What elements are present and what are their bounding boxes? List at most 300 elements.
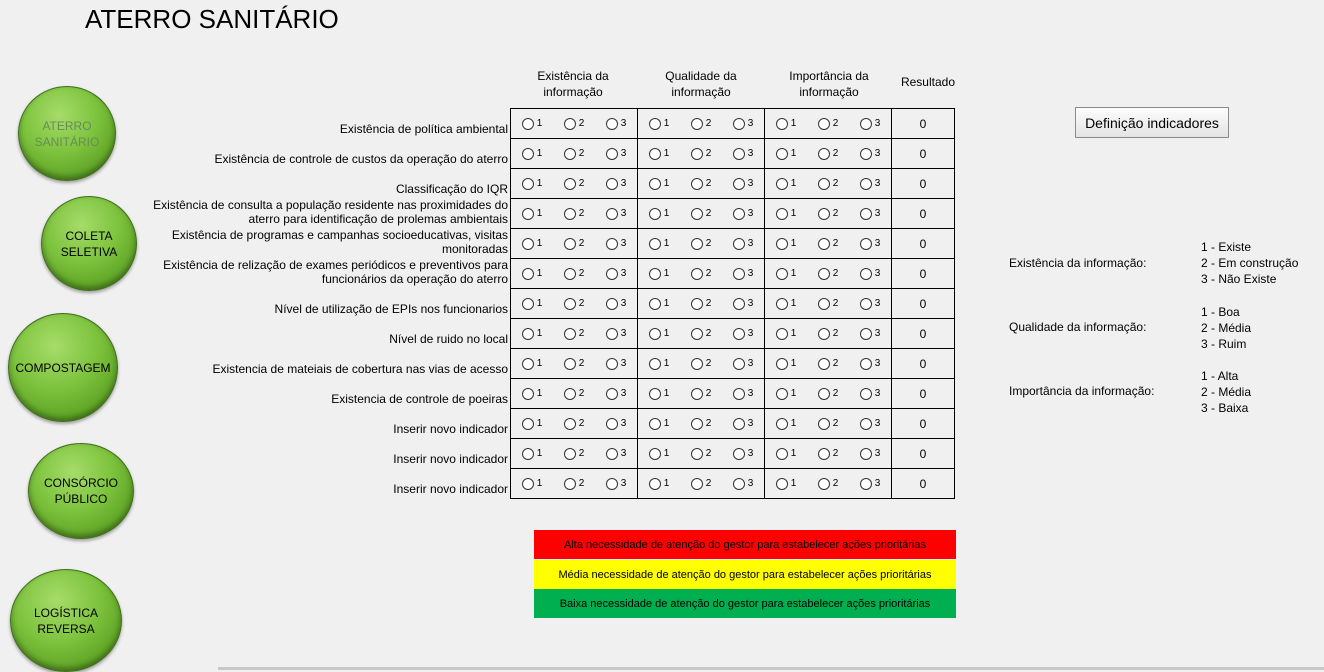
radio-option[interactable] xyxy=(818,268,839,280)
table-row xyxy=(511,349,955,379)
radio-circle-icon[interactable] xyxy=(522,208,534,220)
radio-option[interactable] xyxy=(818,118,839,130)
table-row xyxy=(511,469,955,499)
radio-circle-icon[interactable] xyxy=(649,178,661,190)
radio-circle-icon[interactable] xyxy=(733,448,745,460)
radio-option[interactable] xyxy=(776,148,797,160)
radio-option[interactable] xyxy=(818,328,839,340)
radio-option[interactable] xyxy=(564,148,585,160)
radio-option[interactable] xyxy=(649,478,670,490)
radio-option[interactable] xyxy=(691,298,712,310)
radio-option[interactable] xyxy=(564,118,585,130)
radio-circle-icon[interactable] xyxy=(776,388,788,400)
radio-circle-icon[interactable] xyxy=(564,478,576,490)
radio-circle-icon[interactable] xyxy=(776,448,788,460)
radio-option[interactable] xyxy=(522,238,543,250)
radio-circle-icon[interactable] xyxy=(564,388,576,400)
radio-option[interactable] xyxy=(776,478,797,490)
radio-circle-icon[interactable] xyxy=(818,448,830,460)
radio-option[interactable] xyxy=(733,328,754,340)
radio-group-qualidade xyxy=(638,109,765,139)
radio-circle-icon[interactable] xyxy=(860,418,872,430)
radio-circle-icon[interactable] xyxy=(649,268,661,280)
radio-option[interactable] xyxy=(649,268,670,280)
radio-option[interactable] xyxy=(860,298,881,310)
radio-circle-icon[interactable] xyxy=(733,238,745,250)
radio-option[interactable] xyxy=(522,208,543,220)
radio-option[interactable] xyxy=(564,178,585,190)
radio-label: 2 xyxy=(705,448,712,459)
radio-option[interactable] xyxy=(522,118,543,130)
radio-circle-icon[interactable] xyxy=(606,208,618,220)
radio-option[interactable] xyxy=(818,178,839,190)
radio-group-importancia xyxy=(765,469,892,499)
header-existencia: Existência da informação xyxy=(537,69,609,99)
radio-label: 3 xyxy=(620,418,627,429)
radio-label: 2 xyxy=(705,388,712,399)
legend-qualidade-label: Qualidade da informação: xyxy=(1009,320,1147,334)
radio-option[interactable] xyxy=(564,478,585,490)
radio-label: 2 xyxy=(705,358,712,369)
indicator-label: Existência de consulta a população residente nas proximidades do aterro para identificação de prolemas ambientais xyxy=(153,198,508,226)
radio-option[interactable] xyxy=(606,118,627,130)
nav-consorcio-publico-button[interactable] xyxy=(28,443,134,539)
radio-option[interactable] xyxy=(818,208,839,220)
radio-option[interactable] xyxy=(564,268,585,280)
radio-circle-icon[interactable] xyxy=(649,118,661,130)
nav-label: ATERRO xyxy=(42,118,92,133)
radio-label: 1 xyxy=(663,298,670,309)
indicator-label: Inserir novo indicador xyxy=(393,422,508,436)
definicao-indicadores-button[interactable]: Definição indicadores xyxy=(1075,107,1229,138)
radio-circle-icon[interactable] xyxy=(860,328,872,340)
nav-compostagem-button[interactable] xyxy=(8,313,118,422)
radio-circle-icon[interactable] xyxy=(522,328,534,340)
radio-option[interactable] xyxy=(691,418,712,430)
radio-option[interactable] xyxy=(776,208,797,220)
radio-option[interactable] xyxy=(522,298,543,310)
radio-circle-icon[interactable] xyxy=(649,298,661,310)
radio-circle-icon[interactable] xyxy=(522,118,534,130)
radio-circle-icon[interactable] xyxy=(733,118,745,130)
radio-circle-icon[interactable] xyxy=(564,238,576,250)
radio-option[interactable] xyxy=(606,388,627,400)
radio-circle-icon[interactable] xyxy=(818,178,830,190)
radio-option[interactable] xyxy=(522,358,543,370)
radio-option[interactable] xyxy=(733,388,754,400)
radio-option[interactable] xyxy=(776,238,797,250)
radio-option[interactable] xyxy=(691,148,712,160)
radio-circle-icon[interactable] xyxy=(860,358,872,370)
radio-option[interactable] xyxy=(860,358,881,370)
radio-group-qualidade xyxy=(638,139,765,169)
radio-circle-icon[interactable] xyxy=(691,328,703,340)
radio-circle-icon[interactable] xyxy=(606,268,618,280)
radio-option[interactable] xyxy=(691,388,712,400)
legend-importancia-label: Importância da informação: xyxy=(1009,384,1155,398)
radio-option[interactable] xyxy=(860,268,881,280)
radio-option[interactable] xyxy=(818,238,839,250)
radio-option[interactable] xyxy=(733,298,754,310)
radio-circle-icon[interactable] xyxy=(649,478,661,490)
radio-circle-icon[interactable] xyxy=(733,208,745,220)
radio-option[interactable] xyxy=(606,298,627,310)
radio-group-qualidade xyxy=(638,259,765,289)
radio-option[interactable] xyxy=(733,418,754,430)
radio-option[interactable] xyxy=(733,268,754,280)
radio-option[interactable] xyxy=(522,388,543,400)
radio-circle-icon[interactable] xyxy=(606,448,618,460)
radio-circle-icon[interactable] xyxy=(776,478,788,490)
page-title: ATERRO SANITÁRIO xyxy=(85,4,339,34)
radio-option[interactable] xyxy=(691,178,712,190)
radio-circle-icon[interactable] xyxy=(522,148,534,160)
radio-circle-icon[interactable] xyxy=(649,358,661,370)
radio-group-existencia xyxy=(511,109,638,139)
radio-option[interactable] xyxy=(733,478,754,490)
radio-circle-icon[interactable] xyxy=(606,298,618,310)
radio-circle-icon[interactable] xyxy=(860,388,872,400)
radio-circle-icon[interactable] xyxy=(564,328,576,340)
radio-option[interactable] xyxy=(649,118,670,130)
radio-group-qualidade xyxy=(638,349,765,379)
radio-circle-icon[interactable] xyxy=(691,118,703,130)
radio-circle-icon[interactable] xyxy=(733,328,745,340)
radio-circle-icon[interactable] xyxy=(733,388,745,400)
radio-circle-icon[interactable] xyxy=(818,148,830,160)
nav-label: REVERSA xyxy=(37,621,95,636)
radio-option[interactable] xyxy=(564,448,585,460)
radio-circle-icon[interactable] xyxy=(522,298,534,310)
radio-circle-icon[interactable] xyxy=(860,148,872,160)
radio-option[interactable] xyxy=(564,328,585,340)
radio-group-qualidade xyxy=(638,229,765,259)
radio-label: 1 xyxy=(790,238,797,249)
radio-circle-icon[interactable] xyxy=(522,478,534,490)
radio-circle-icon[interactable] xyxy=(733,478,745,490)
radio-option[interactable] xyxy=(691,118,712,130)
radio-option[interactable] xyxy=(522,448,543,460)
radio-circle-icon[interactable] xyxy=(522,238,534,250)
radio-circle-icon[interactable] xyxy=(776,358,788,370)
radio-option[interactable] xyxy=(649,388,670,400)
radio-option[interactable] xyxy=(776,118,797,130)
radio-circle-icon[interactable] xyxy=(818,388,830,400)
radio-option[interactable] xyxy=(649,358,670,370)
radio-circle-icon[interactable] xyxy=(860,478,872,490)
radio-label: 2 xyxy=(832,268,839,279)
radio-option[interactable] xyxy=(733,358,754,370)
radio-option[interactable] xyxy=(691,358,712,370)
radio-circle-icon[interactable] xyxy=(776,118,788,130)
radio-option[interactable] xyxy=(522,328,543,340)
nav-coleta-seletiva-button[interactable] xyxy=(41,196,137,291)
radio-label: 2 xyxy=(832,448,839,459)
radio-option[interactable] xyxy=(818,418,839,430)
result-cell: 0 xyxy=(892,349,955,379)
radio-circle-icon[interactable] xyxy=(691,238,703,250)
radio-circle-icon[interactable] xyxy=(776,208,788,220)
radio-circle-icon[interactable] xyxy=(733,358,745,370)
radio-circle-icon[interactable] xyxy=(691,448,703,460)
radio-option[interactable] xyxy=(818,298,839,310)
radio-label: 3 xyxy=(747,328,754,339)
radio-option[interactable] xyxy=(606,448,627,460)
radio-circle-icon[interactable] xyxy=(691,478,703,490)
radio-option[interactable] xyxy=(564,418,585,430)
radio-option[interactable] xyxy=(649,208,670,220)
result-cell: 0 xyxy=(892,439,955,469)
radio-option[interactable] xyxy=(691,268,712,280)
radio-circle-icon[interactable] xyxy=(522,358,534,370)
radio-circle-icon[interactable] xyxy=(606,178,618,190)
radio-option[interactable] xyxy=(860,178,881,190)
radio-option[interactable] xyxy=(606,478,627,490)
radio-circle-icon[interactable] xyxy=(776,148,788,160)
result-cell: 0 xyxy=(892,139,955,169)
radio-option[interactable] xyxy=(733,178,754,190)
radio-option[interactable] xyxy=(860,448,881,460)
radio-option[interactable] xyxy=(522,268,543,280)
radio-option[interactable] xyxy=(776,448,797,460)
radio-circle-icon[interactable] xyxy=(649,328,661,340)
radio-group-qualidade xyxy=(638,379,765,409)
radio-circle-icon[interactable] xyxy=(818,328,830,340)
radio-circle-icon[interactable] xyxy=(564,118,576,130)
radio-option[interactable] xyxy=(776,358,797,370)
radio-label: 2 xyxy=(578,268,585,279)
radio-circle-icon[interactable] xyxy=(691,148,703,160)
radio-option[interactable] xyxy=(606,208,627,220)
radio-circle-icon[interactable] xyxy=(606,388,618,400)
radio-option[interactable] xyxy=(818,358,839,370)
radio-circle-icon[interactable] xyxy=(691,208,703,220)
radio-circle-icon[interactable] xyxy=(564,448,576,460)
radio-circle-icon[interactable] xyxy=(564,298,576,310)
radio-option[interactable] xyxy=(818,148,839,160)
radio-group-importancia xyxy=(765,139,892,169)
radio-option[interactable] xyxy=(606,268,627,280)
radio-circle-icon[interactable] xyxy=(776,298,788,310)
radio-option[interactable] xyxy=(564,208,585,220)
radio-option[interactable] xyxy=(564,298,585,310)
radio-circle-icon[interactable] xyxy=(818,478,830,490)
radio-circle-icon[interactable] xyxy=(860,208,872,220)
radio-option[interactable] xyxy=(860,418,881,430)
radio-circle-icon[interactable] xyxy=(860,118,872,130)
radio-option[interactable] xyxy=(818,388,839,400)
radio-circle-icon[interactable] xyxy=(649,418,661,430)
radio-option[interactable] xyxy=(860,208,881,220)
radio-circle-icon[interactable] xyxy=(818,298,830,310)
radio-group-existencia xyxy=(511,199,638,229)
radio-option[interactable] xyxy=(606,238,627,250)
radio-circle-icon[interactable] xyxy=(649,388,661,400)
radio-circle-icon[interactable] xyxy=(522,268,534,280)
radio-circle-icon[interactable] xyxy=(564,358,576,370)
table-row xyxy=(511,109,955,139)
radio-circle-icon[interactable] xyxy=(649,208,661,220)
radio-label: 3 xyxy=(747,388,754,399)
radio-option[interactable] xyxy=(776,328,797,340)
radio-option[interactable] xyxy=(522,478,543,490)
radio-option[interactable] xyxy=(649,328,670,340)
radio-option[interactable] xyxy=(733,118,754,130)
radio-circle-icon[interactable] xyxy=(522,388,534,400)
radio-label: 3 xyxy=(620,118,627,129)
radio-option[interactable] xyxy=(691,448,712,460)
radio-option[interactable] xyxy=(776,388,797,400)
radio-circle-icon[interactable] xyxy=(776,178,788,190)
radio-circle-icon[interactable] xyxy=(522,418,534,430)
radio-option[interactable] xyxy=(776,178,797,190)
indicator-label: Inserir novo indicador xyxy=(393,452,508,466)
radio-circle-icon[interactable] xyxy=(860,178,872,190)
radio-option[interactable] xyxy=(860,388,881,400)
radio-circle-icon[interactable] xyxy=(564,268,576,280)
radio-label: 3 xyxy=(874,118,881,129)
radio-option[interactable] xyxy=(776,418,797,430)
radio-option[interactable] xyxy=(691,208,712,220)
radio-option[interactable] xyxy=(606,328,627,340)
radio-circle-icon[interactable] xyxy=(818,118,830,130)
radio-circle-icon[interactable] xyxy=(860,238,872,250)
radio-circle-icon[interactable] xyxy=(691,178,703,190)
radio-circle-icon[interactable] xyxy=(691,358,703,370)
radio-circle-icon[interactable] xyxy=(606,418,618,430)
radio-option[interactable] xyxy=(564,238,585,250)
radio-circle-icon[interactable] xyxy=(860,268,872,280)
radio-circle-icon[interactable] xyxy=(860,448,872,460)
radio-circle-icon[interactable] xyxy=(776,328,788,340)
radio-circle-icon[interactable] xyxy=(606,478,618,490)
radio-label: 1 xyxy=(663,148,670,159)
radio-label: 1 xyxy=(663,178,670,189)
radio-option[interactable] xyxy=(733,208,754,220)
radio-option[interactable] xyxy=(606,148,627,160)
nav-aterro-sanitario-button[interactable] xyxy=(18,86,116,181)
radio-circle-icon[interactable] xyxy=(776,238,788,250)
radio-option[interactable] xyxy=(606,358,627,370)
radio-circle-icon[interactable] xyxy=(733,268,745,280)
radio-circle-icon[interactable] xyxy=(733,298,745,310)
radio-circle-icon[interactable] xyxy=(691,388,703,400)
radio-option[interactable] xyxy=(649,238,670,250)
radio-label: 1 xyxy=(790,148,797,159)
radio-circle-icon[interactable] xyxy=(606,358,618,370)
table-row xyxy=(511,229,955,259)
radio-option[interactable] xyxy=(649,298,670,310)
radio-option[interactable] xyxy=(776,268,797,280)
radio-circle-icon[interactable] xyxy=(818,268,830,280)
radio-option[interactable] xyxy=(860,118,881,130)
radio-circle-icon[interactable] xyxy=(564,208,576,220)
radio-option[interactable] xyxy=(522,178,543,190)
radio-circle-icon[interactable] xyxy=(733,418,745,430)
radio-circle-icon[interactable] xyxy=(818,208,830,220)
radio-circle-icon[interactable] xyxy=(776,268,788,280)
radio-circle-icon[interactable] xyxy=(564,178,576,190)
radio-circle-icon[interactable] xyxy=(606,148,618,160)
radio-option[interactable] xyxy=(606,418,627,430)
radio-label: 3 xyxy=(620,478,627,489)
radio-label: 1 xyxy=(790,268,797,279)
radio-circle-icon[interactable] xyxy=(649,148,661,160)
radio-circle-icon[interactable] xyxy=(818,418,830,430)
radio-circle-icon[interactable] xyxy=(649,448,661,460)
radio-option[interactable] xyxy=(691,478,712,490)
radio-label: 1 xyxy=(663,418,670,429)
radio-option[interactable] xyxy=(522,418,543,430)
radio-option[interactable] xyxy=(860,238,881,250)
radio-circle-icon[interactable] xyxy=(733,148,745,160)
radio-circle-icon[interactable] xyxy=(522,448,534,460)
radio-circle-icon[interactable] xyxy=(691,418,703,430)
radio-circle-icon[interactable] xyxy=(564,418,576,430)
radio-label: 1 xyxy=(790,178,797,189)
radio-circle-icon[interactable] xyxy=(860,298,872,310)
radio-circle-icon[interactable] xyxy=(606,118,618,130)
radio-label: 1 xyxy=(536,178,543,189)
radio-group-importancia xyxy=(765,289,892,319)
radio-option[interactable] xyxy=(860,328,881,340)
indicator-label: Existência de controle de custos da operação do aterro xyxy=(214,152,508,166)
radio-option[interactable] xyxy=(776,298,797,310)
radio-circle-icon[interactable] xyxy=(649,238,661,250)
radio-circle-icon[interactable] xyxy=(733,178,745,190)
radio-group-importancia xyxy=(765,229,892,259)
radio-option[interactable] xyxy=(733,238,754,250)
radio-circle-icon[interactable] xyxy=(564,148,576,160)
radio-option[interactable] xyxy=(649,178,670,190)
radio-option[interactable] xyxy=(691,238,712,250)
radio-label: 3 xyxy=(874,388,881,399)
radio-group-importancia xyxy=(765,319,892,349)
radio-option[interactable] xyxy=(860,148,881,160)
radio-option[interactable] xyxy=(818,448,839,460)
radio-label: 2 xyxy=(832,148,839,159)
radio-option[interactable] xyxy=(649,448,670,460)
radio-option[interactable] xyxy=(649,148,670,160)
radio-option[interactable] xyxy=(733,448,754,460)
result-cell: 0 xyxy=(892,259,955,289)
radio-circle-icon[interactable] xyxy=(818,358,830,370)
radio-circle-icon[interactable] xyxy=(691,268,703,280)
radio-label: 3 xyxy=(874,328,881,339)
radio-option[interactable] xyxy=(818,478,839,490)
radio-label: 2 xyxy=(705,148,712,159)
radio-option[interactable] xyxy=(649,418,670,430)
radio-option[interactable] xyxy=(564,388,585,400)
radio-option[interactable] xyxy=(860,478,881,490)
radio-group-existencia xyxy=(511,469,638,499)
radio-circle-icon[interactable] xyxy=(818,238,830,250)
radio-circle-icon[interactable] xyxy=(776,418,788,430)
radio-option[interactable] xyxy=(691,328,712,340)
nav-label: COMPOSTAGEM xyxy=(15,360,111,375)
radio-circle-icon[interactable] xyxy=(522,178,534,190)
radio-circle-icon[interactable] xyxy=(691,298,703,310)
radio-circle-icon[interactable] xyxy=(606,328,618,340)
radio-option[interactable] xyxy=(522,148,543,160)
radio-circle-icon[interactable] xyxy=(606,238,618,250)
radio-option[interactable] xyxy=(564,358,585,370)
radio-option[interactable] xyxy=(606,178,627,190)
nav-logistica-reversa-button[interactable] xyxy=(10,569,122,672)
radio-option[interactable] xyxy=(733,148,754,160)
result-cell: 0 xyxy=(892,289,955,319)
radio-label: 3 xyxy=(620,328,627,339)
